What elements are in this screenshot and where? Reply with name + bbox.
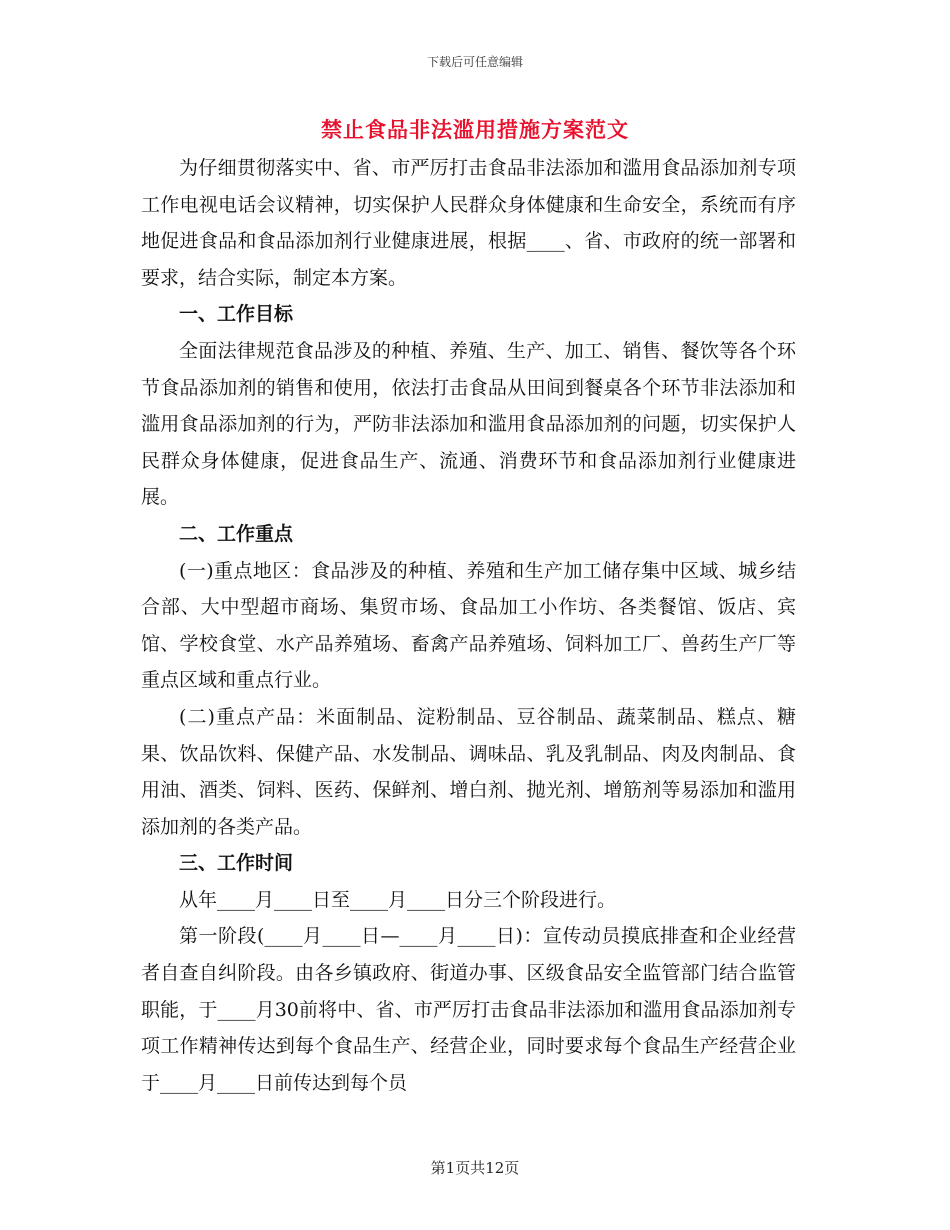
phase-one-paragraph: 第一阶段(____月____日—____月____日)：宣传动员摸底排查和企业经营者自查自纠阶段。由各乡镇政府、街道办事、区级食品安全监管部门结合监管职能，于____月30前将中、省、市严厉打击食品非法添加和滥用食品添加剂专项工作精神传达到每个食品生产、经营企业，同时要求每个食品生产经营企业于____月____日前传达到每个员 bbox=[141, 925, 796, 1094]
header-note: 下载后可任意编辑 bbox=[426, 55, 523, 69]
section-heading-schedule: 三、工作时间 bbox=[179, 852, 294, 875]
page-number-footer: 第1页共12页 bbox=[430, 1159, 520, 1177]
focus-products-paragraph: (二)重点产品：米面制品、淀粉制品、豆谷制品、蔬菜制品、糕点、糖果、饮品饮料、保健产品、水发制品、调味品、乳及乳制品、肉及肉制品、食用油、酒类、饲料、医药、保鲜剂、增白剂、抛光剂、增筋剂等易添加和滥用添加剂的各类产品。 bbox=[141, 705, 796, 838]
schedule-paragraph: 从年____月____日至____月____日分三个阶段进行。 bbox=[179, 888, 617, 911]
focus-areas-paragraph: (一)重点地区：食品涉及的种植、养殖和生产加工储存集中区域、城乡结合部、大中型超市商场、集贸市场、食品加工小作坊、各类餐馆、饭店、宾馆、学校食堂、水产品养殖场、畜禽产品养殖场、饲料加工厂、兽药生产厂等重点区域和重点行业。 bbox=[141, 559, 796, 692]
goals-paragraph: 全面法律规范食品涉及的种植、养殖、生产、加工、销售、餐饮等各个环节食品添加剂的销售和使用，依法打击食品从田间到餐桌各个环节非法添加和滥用食品添加剂的行为，严防非法添加和滥用食品添加剂的问题，切实保护人民群众身体健康，促进食品生产、流通、消费环节和食品添加剂行业健康进展。 bbox=[141, 339, 796, 509]
intro-paragraph: 为仔细贯彻落实中、省、市严厉打击食品非法添加和滥用食品添加剂专项工作电视电话会议精神，切实保护人民群众身体健康和生命安全，系统而有序地促进食品和食品添加剂行业健康进展，根据____、省、市政府的统一部署和要求，结合实际，制定本方案。 bbox=[141, 157, 796, 289]
document-title: 禁止食品非法滥用措施方案范文 bbox=[321, 117, 629, 142]
section-heading-focus: 二、工作重点 bbox=[179, 522, 294, 545]
document-body bbox=[141, 150, 796, 1101]
section-heading-goals: 一、工作目标 bbox=[179, 303, 294, 326]
